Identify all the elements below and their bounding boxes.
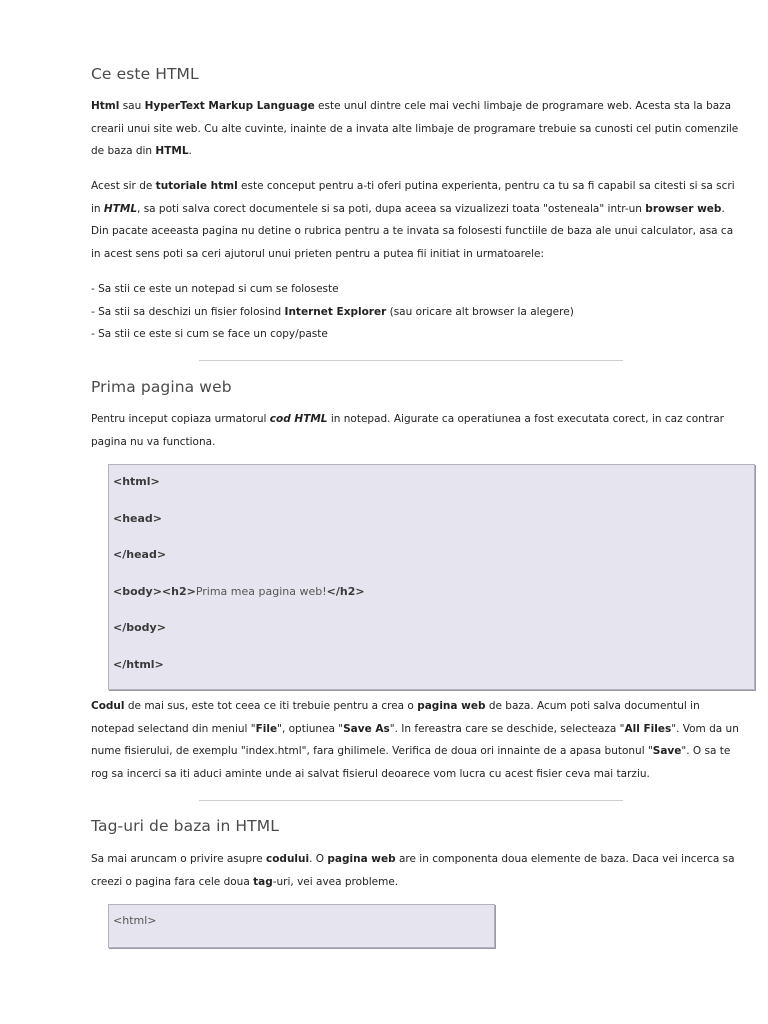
text-run: -uri, vei avea probleme. bbox=[272, 875, 399, 888]
bold-text: Save bbox=[652, 745, 682, 757]
text-run: ". In fereastra care se deschide, selecteaza " bbox=[389, 722, 625, 735]
text-run: are in componenta doua elemente de baza. Daca vei incerca sa creezi o pagina fara cele doua bbox=[91, 853, 735, 888]
text-run: Acest sir de bbox=[91, 180, 156, 192]
divider-1 bbox=[199, 360, 623, 361]
section-title-tag-uri-de-baza: Tag-uri de baza in HTML bbox=[91, 817, 279, 835]
text-run: Pentru inceput copiaza urmatorul bbox=[91, 413, 270, 425]
text-run: de baza. Acum poti salva documentul in notepad selectand din meniul " bbox=[91, 700, 700, 735]
code-line bbox=[113, 658, 164, 671]
bold-text: File bbox=[255, 722, 278, 735]
bold-text: Internet Explorer bbox=[284, 305, 387, 318]
bold-text: All Files bbox=[624, 722, 672, 735]
text-run: Sa mai aruncam o privire asupre bbox=[91, 853, 266, 865]
list-item bbox=[91, 278, 574, 301]
code-tag: </html> bbox=[113, 657, 164, 671]
text-run: . O bbox=[309, 853, 328, 865]
code-tag: <body><h2> bbox=[113, 584, 196, 598]
bold-italic-text: HTML bbox=[103, 202, 138, 215]
bold-text: HyperText Markup Language bbox=[144, 100, 315, 112]
code-line bbox=[113, 585, 365, 598]
bold-text: Codul bbox=[91, 700, 125, 712]
text-run: este unul dintre cele mai vechi limbaje de programare web. Acesta sta la baza crearii unui site web. Cu alte cuvinte, inainte de a invata alte limbaje de programare trebuie sa cunosti cel putin comenzile de baza din bbox=[91, 100, 739, 157]
text-run: in notepad. Aigurate ca operatiunea a fost executata corect, in caz contrar pagina nu va functiona. bbox=[91, 413, 724, 448]
save-instructions-paragraph bbox=[91, 695, 741, 785]
list-item bbox=[91, 323, 574, 346]
code-block-example bbox=[108, 464, 755, 690]
bold-text: tutoriale html bbox=[155, 180, 238, 192]
code-block-html-tag bbox=[108, 904, 495, 948]
text-run: ", optiunea " bbox=[277, 722, 344, 735]
text-run: este conceput pentru a-ti oferi putina experienta, pentru ca tu sa fi capabil sa citesti si sa scri in bbox=[91, 180, 735, 215]
text-run: - Sa stii ce este si cum se face un copy/paste bbox=[91, 328, 328, 340]
copy-code-paragraph bbox=[91, 408, 741, 453]
text-run: ". O sa te rog sa incerci sa iti aduci aminte unde ai salvat fisierul deoarece vom lucra cu acest fisier ceva mai tarziu. bbox=[91, 745, 731, 780]
code-line bbox=[113, 548, 166, 561]
text-run: ". Vom da un nume fisierului, de exemplu "index.html", fara ghilimele. Verifica de doua ori innainte de a apasa butonul " bbox=[91, 722, 739, 757]
bold-italic-text: cod HTML bbox=[269, 413, 328, 425]
code-tag: </body> bbox=[113, 621, 166, 634]
text-run: sau bbox=[119, 100, 145, 112]
code-tag: </h2> bbox=[326, 584, 365, 598]
code-line bbox=[113, 475, 160, 488]
bold-text: tag bbox=[253, 875, 273, 888]
bold-text: pagina web bbox=[327, 853, 396, 865]
code-line bbox=[113, 621, 166, 634]
text-run: (sau oricare alt browser la alegere) bbox=[386, 305, 574, 318]
bold-text: codului bbox=[265, 853, 310, 865]
divider-2 bbox=[199, 800, 623, 801]
text-run: - Sa stii ce este un notepad si cum se foloseste bbox=[91, 283, 339, 295]
code-tag: <head> bbox=[113, 511, 163, 525]
basic-tags-paragraph bbox=[91, 848, 741, 893]
code-line bbox=[113, 512, 162, 525]
list-item bbox=[91, 301, 574, 324]
prerequisites-list bbox=[91, 278, 574, 346]
bold-text: HTML bbox=[155, 145, 189, 157]
code-text: <html> bbox=[113, 914, 157, 927]
bold-text: Save As bbox=[343, 722, 390, 735]
code-tag: </head> bbox=[113, 548, 167, 561]
code-tag: <html> bbox=[113, 475, 160, 488]
tutorial-paragraph bbox=[91, 175, 741, 265]
text-run: , sa poti salva corect documentele si sa poti, dupa aceea sa vizualizezi toata "osteneala" intr-un bbox=[137, 202, 646, 215]
section-title-prima-pagina-web: Prima pagina web bbox=[91, 378, 232, 396]
bold-text: Html bbox=[91, 100, 120, 112]
code-text: Prima mea pagina web! bbox=[195, 584, 327, 598]
section-title-ce-este-html: Ce este HTML bbox=[91, 65, 199, 83]
text-run: - Sa stii sa deschizi un fisier folosind bbox=[91, 305, 285, 318]
code-line bbox=[113, 914, 157, 927]
bold-text: browser web bbox=[645, 202, 722, 215]
bold-text: pagina web bbox=[417, 700, 486, 712]
text-run: de mai sus, este tot ceea ce iti trebuie pentru a crea o bbox=[124, 700, 418, 712]
text-run: . bbox=[188, 145, 192, 157]
intro-paragraph bbox=[91, 95, 741, 163]
text-run: . Din pacate aceeasta pagina nu detine o rubrica pentru a te invata sa folosesti functiile de baza ale unui calculator, asa ca in acest sens poti sa ceri ajutorul unui prieten pentru a putea fii initiat in urmatoarele: bbox=[91, 202, 734, 260]
